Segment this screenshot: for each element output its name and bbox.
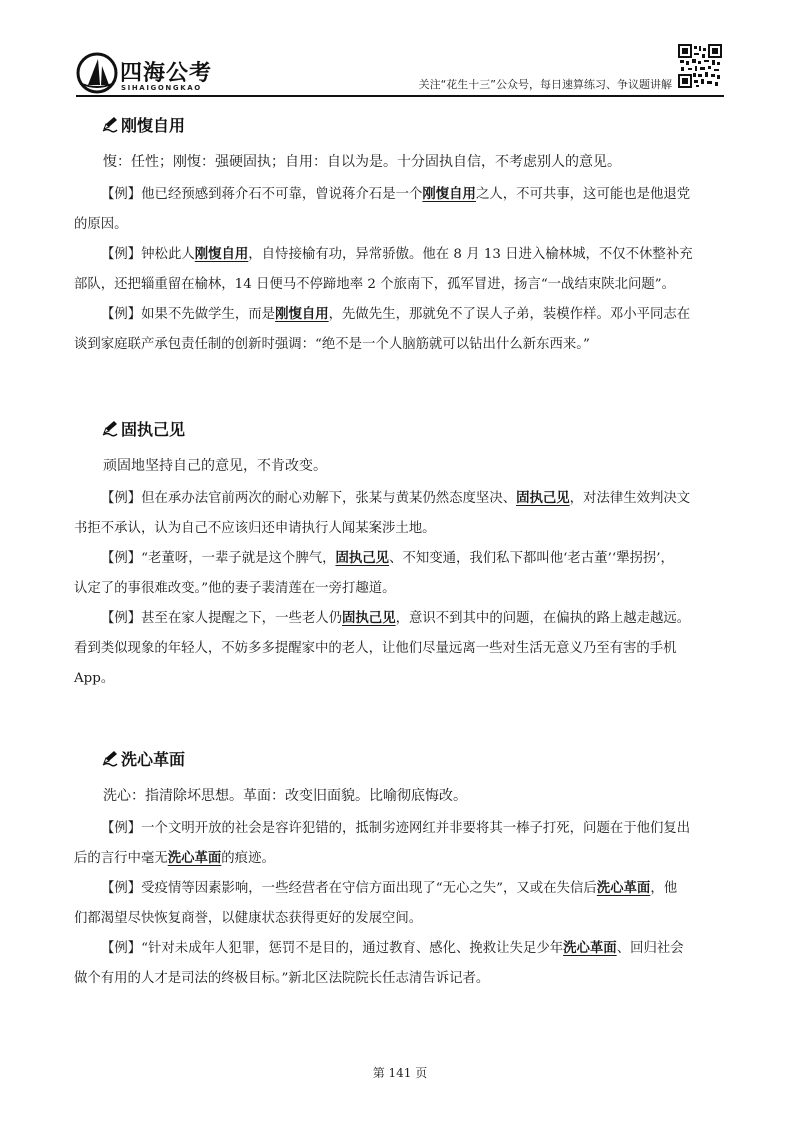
example-paragraph: [74, 874, 725, 934]
idiom-title: 刚愎自用: [121, 115, 186, 135]
example-text: 【例】甚至在家人提醒之下，一些老人仍: [101, 611, 343, 626]
brand-name: 四海公考: [120, 61, 213, 86]
example-text: 、回归社会: [616, 941, 684, 956]
idiom-heading: [101, 414, 725, 442]
idiom-keyword: 刚愎自用: [275, 307, 329, 322]
section-spacer: [103, 694, 725, 738]
example-paragraph: [74, 934, 725, 994]
idiom-definition: 洗心：指清除坏思想。革面：改变旧面貌。比喻彻底悔改。: [103, 788, 467, 804]
idiom-keyword: 洗心革面: [167, 851, 222, 866]
example-text: 、不知变通，我们私下都叫他‘老古董’‘犟拐拐’，: [389, 551, 674, 566]
example-text: 【例】如果不先做学生，而是: [101, 307, 276, 322]
header-divider: [76, 95, 724, 97]
example-text: ，他: [650, 881, 678, 896]
idiom-keyword: 刚愎自用: [194, 247, 249, 262]
example-text: 【例】“针对未成年人犯罪，惩罚不是目的，通过教育、感化、挽救让失足少年: [101, 941, 564, 956]
idiom-title: 固执己见: [121, 419, 186, 439]
idiom-keyword: 刚愎自用: [422, 187, 476, 202]
example-text: ，对法律生效判决文: [569, 491, 691, 506]
example-text: ，意识不到其中的问题，在偏执的路上越走越远。: [395, 611, 691, 626]
idiom-definition: 顽固地坚持自己的意见，不肯改变。: [103, 458, 327, 474]
example-text: 书拒不承认，认为自己不应该归还申请执行人闻某案涉土地。: [74, 521, 436, 536]
example-text: ，自恃接榆有功，异常骄傲。他在 8 月 13 日进入榆林城，不仅不休整补充: [248, 247, 693, 262]
example-text: 【例】“老董呀，一辈子就是这个脾气，: [101, 551, 336, 566]
section-spacer: [103, 360, 725, 408]
example-text: 【例】但在承办法官前两次的耐心劝解下，张某与黄某仍然态度坚决、: [101, 491, 517, 506]
example-text: 的原因。: [74, 217, 128, 232]
example-text: 【例】一个文明开放的社会是容许犯错的，抵制劣迹网红并非要将其一棒子打死，问题在于他们复出: [101, 821, 691, 836]
idiom-section: [74, 744, 725, 994]
example-text: 【例】他已经预感到蒋介石不可靠，曾说蒋介石是一个: [101, 187, 423, 202]
page-header: [0, 0, 800, 100]
idiom-heading: [101, 744, 725, 772]
example-text: 【例】受疫情等因素影响，一些经营者在守信方面出现了“无心之失”，又或在失信后: [101, 881, 597, 896]
example-text: 做个有用的人才是司法的终极目标。”新北区法院院长任志清告诉记者。: [74, 971, 490, 986]
pencil-icon: [101, 419, 119, 437]
example-paragraph: [74, 180, 725, 240]
pencil-icon: [101, 749, 119, 767]
sail-logo-icon: [76, 52, 118, 94]
example-text: 的痕迹。: [221, 851, 275, 866]
qr-code-icon[interactable]: [678, 44, 722, 88]
idiom-heading: [101, 110, 725, 138]
example-paragraph: [74, 484, 725, 544]
idiom-title: 洗心革面: [121, 749, 186, 769]
idiom-keyword: 固执己见: [342, 611, 396, 626]
example-paragraph: [74, 604, 725, 694]
example-paragraph: [74, 814, 725, 874]
example-text: 谈到家庭联产承包责任制的创新时强调：“绝不是一个人脑筋就可以钻出什么新东西来。”: [74, 337, 590, 352]
page-content: [74, 104, 725, 994]
pencil-icon: [101, 115, 119, 133]
idiom-definition: 愎：任性；刚愎：强硬固执；自用：自以为是。十分固执自信，不考虑别人的意见。: [103, 154, 621, 170]
idiom-keyword: 洗心革面: [563, 941, 617, 956]
example-text: 们都渴望尽快恢复商誉，以健康状态获得更好的发展空间。: [74, 911, 423, 926]
example-text: 认定了的事很难改变。”他的妻子裴清莲在一旁打趣道。: [74, 581, 396, 596]
example-text: App。: [74, 671, 115, 686]
example-text: 【例】钟松此人: [101, 247, 195, 262]
example-text: 部队，还把辎重留在榆林，14 日便马不停蹄地率 2 个旅南下，孤军冒进，扬言“一战结束陕北问题”。: [74, 277, 676, 292]
page-number: 第 141 页: [372, 1066, 428, 1080]
example-paragraph: [74, 240, 725, 300]
example-text: 之人，不可共事，这可能也是他退党: [475, 187, 691, 202]
example-text: 看到类似现象的年轻人，不妨多多提醒家中的老人，让他们尽量远离一些对生活无意义乃至有害的手机: [74, 641, 677, 656]
example-text: [74, 844, 725, 874]
example-paragraph: [74, 544, 725, 604]
idiom-keyword: 洗心革面: [596, 881, 651, 896]
header-slogan: 关注“花生十三”公众号，每日速算练习、争议题讲解: [418, 78, 672, 91]
idiom-keyword: 固执己见: [516, 491, 570, 506]
idiom-keyword: 固执己见: [335, 551, 390, 566]
example-paragraph: [74, 300, 725, 360]
example-text: ，先做先生，那就免不了误人子弟，装模作样。邓小平同志在: [328, 307, 691, 322]
idiom-section: [74, 414, 725, 694]
example-text: 后的言行中毫无: [74, 851, 168, 866]
brand-subtitle: SIHAIGONGKAO: [121, 84, 202, 92]
idiom-section: [74, 110, 725, 360]
